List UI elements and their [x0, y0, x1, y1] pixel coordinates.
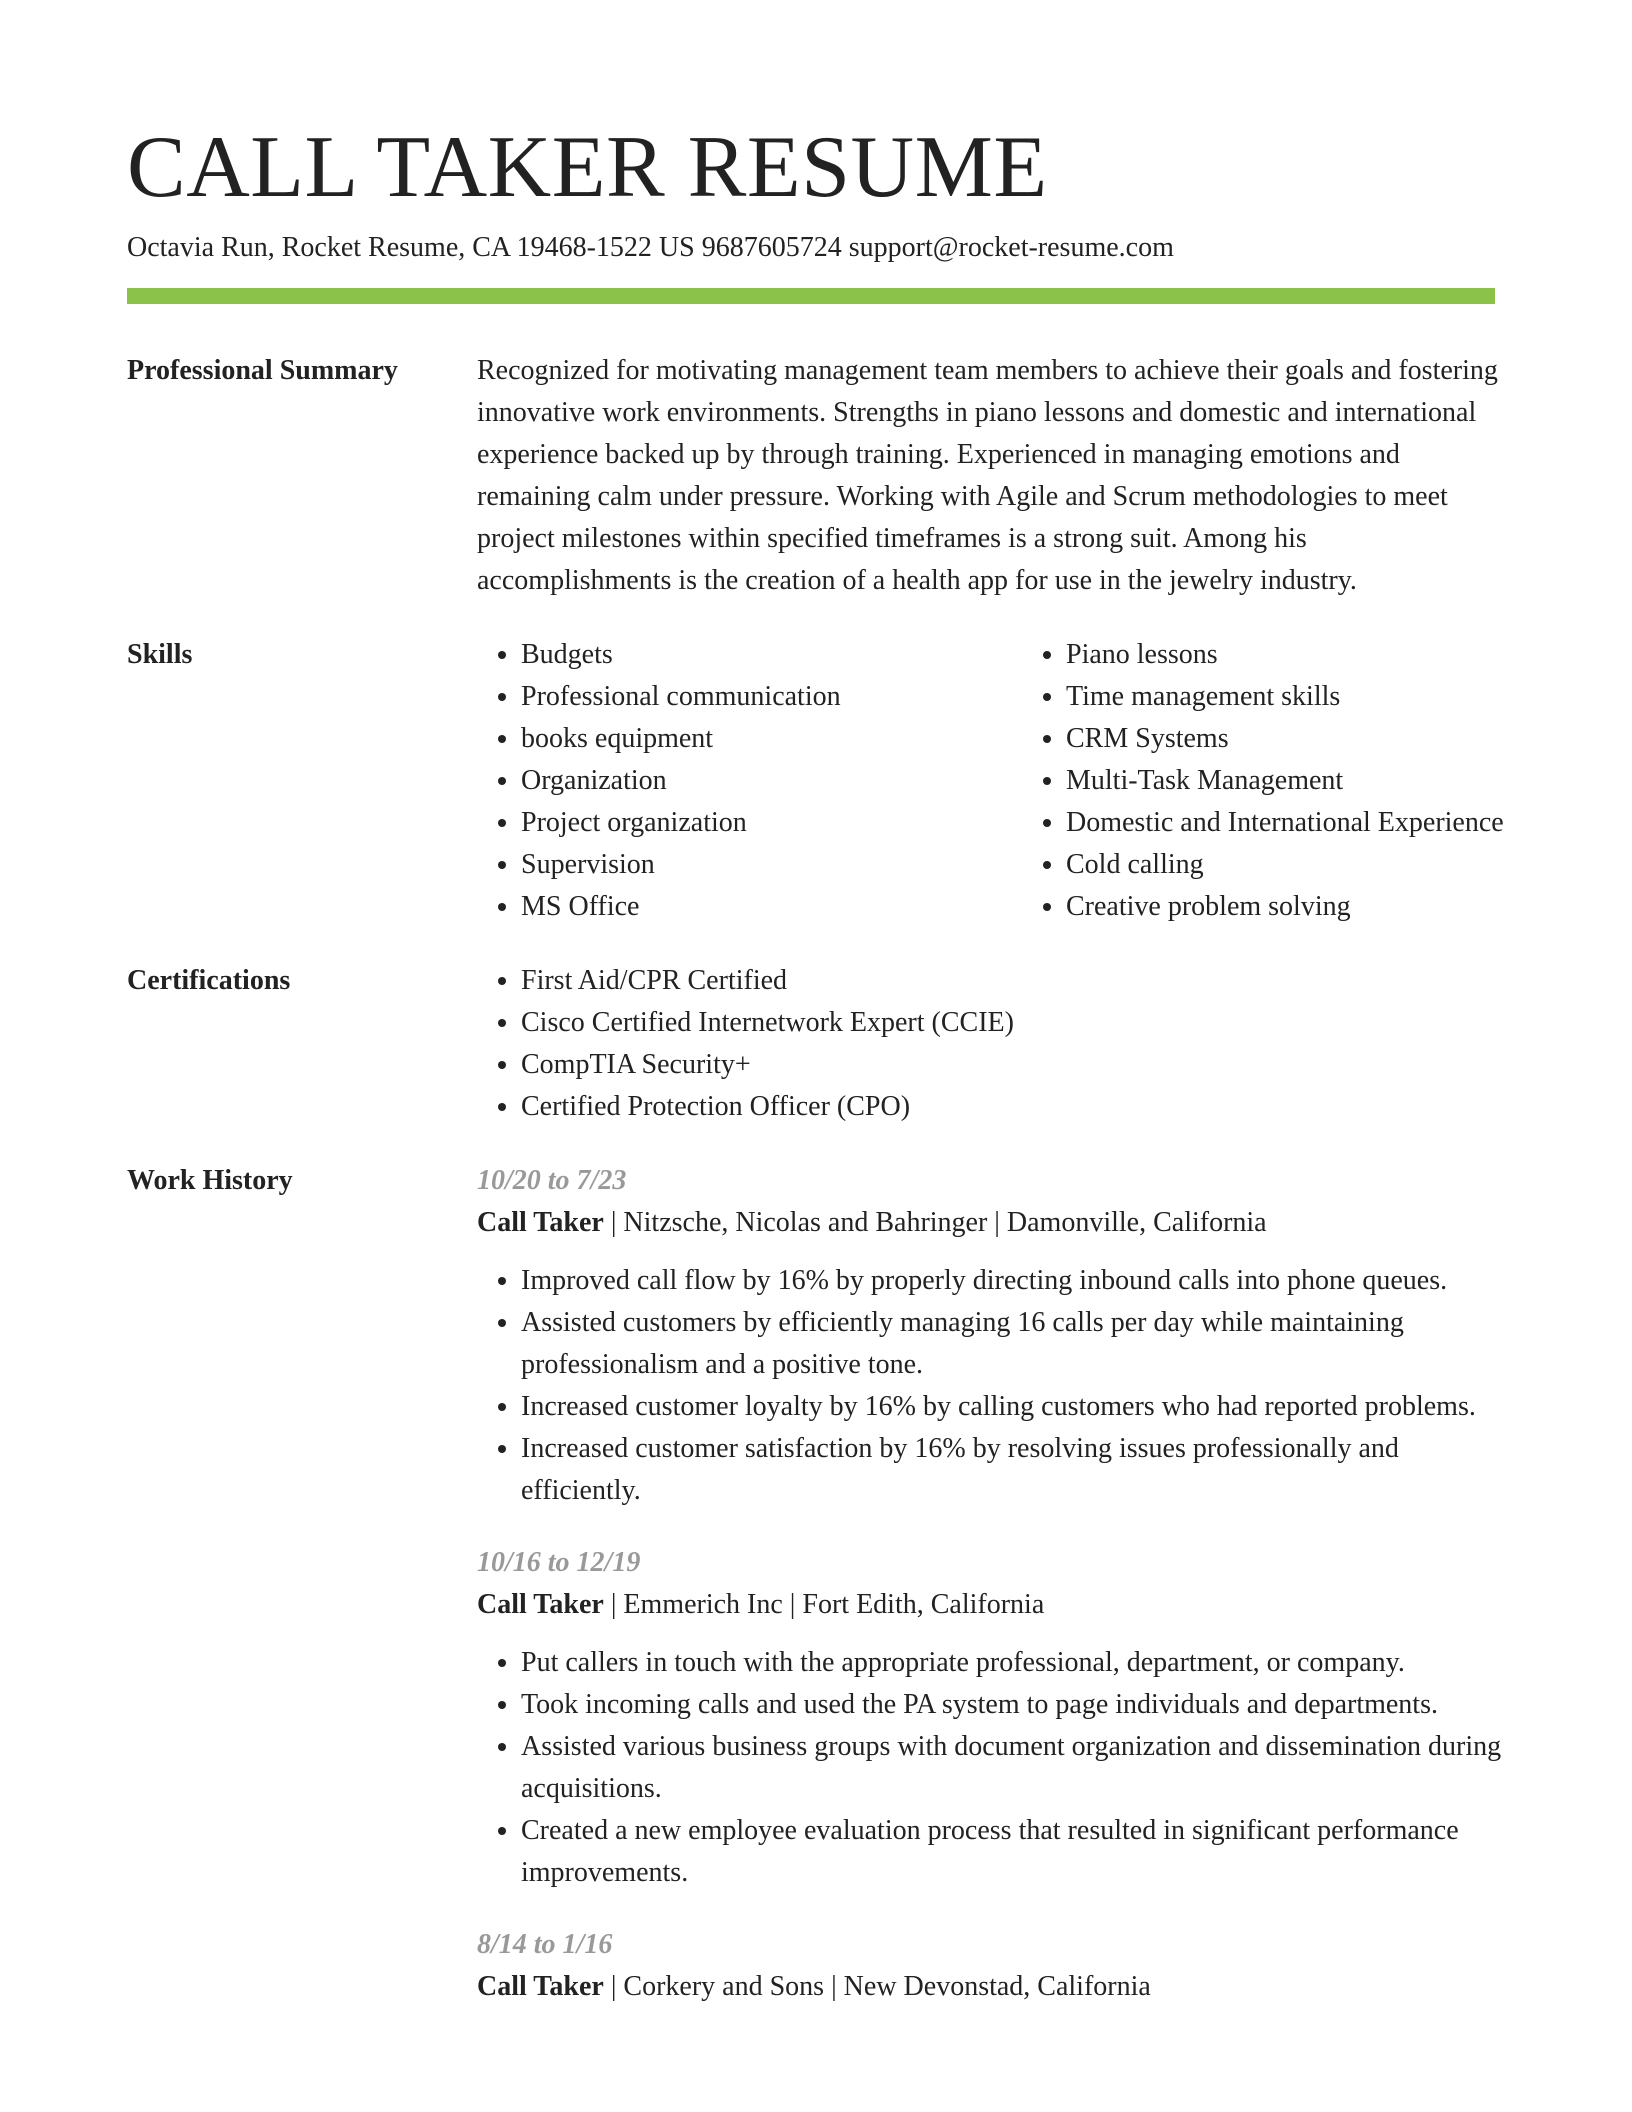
job-title: Call Taker — [477, 1971, 604, 2002]
certification-item: • Certified Protection Officer (CPO) — [521, 1086, 1505, 1128]
job-dates: 10/16 to 12/19 — [477, 1547, 641, 1578]
job-bullet: • Assisted customers by efficiently managing 16 calls per day while maintaining professionalism and a positive tone. — [521, 1302, 1505, 1386]
job-entry — [477, 1160, 1505, 1512]
skills-section — [127, 634, 1505, 928]
resume-title: CALL TAKER RESUME — [127, 119, 1048, 216]
job-title-line — [477, 1966, 1505, 2008]
skill-item: • Organization — [521, 760, 1022, 802]
skill-item: • books equipment — [521, 718, 1022, 760]
skill-item: • CRM Systems — [1066, 718, 1567, 760]
section-title-work-history: Work History — [127, 1165, 293, 1196]
skill-item: • Multi-Task Management — [1066, 760, 1567, 802]
summary-body — [477, 350, 1505, 602]
certifications-list — [477, 960, 1505, 1128]
contact-info: Octavia Run, Rocket Resume, CA 19468-1522 US 9687605724 support@rocket-resume.com — [127, 232, 1174, 263]
job-bullets — [477, 1260, 1505, 1512]
work-history-section — [127, 1160, 1505, 2008]
job-title-line — [477, 1202, 1505, 1244]
skill-item: • Cold calling — [1066, 844, 1567, 886]
skill-item: • Creative problem solving — [1066, 886, 1567, 928]
accent-divider — [127, 288, 1495, 304]
skill-item: • Project organization — [521, 802, 1022, 844]
job-bullets — [477, 1642, 1505, 1894]
skill-item: • Time management skills — [1066, 676, 1567, 718]
job-title-line — [477, 1584, 1505, 1626]
job-bullet: • Increased customer satisfaction by 16% by resolving issues professionally and efficiently. — [521, 1428, 1505, 1512]
summary-section — [127, 350, 1505, 602]
skills-body — [477, 634, 1567, 928]
job-bullet: • Assisted various business groups with document organization and dissemination during acquisitions. — [521, 1726, 1505, 1810]
certification-item: • First Aid/CPR Certified — [521, 960, 1505, 1002]
section-title-skills: Skills — [127, 639, 193, 670]
job-dates: 10/20 to 7/23 — [477, 1165, 627, 1196]
work-history-body — [477, 1160, 1505, 2008]
job-bullet: • Created a new employee evaluation process that resulted in significant performance improvements. — [521, 1810, 1505, 1894]
skill-item: • Piano lessons — [1066, 634, 1567, 676]
job-bullet: • Took incoming calls and used the PA system to page individuals and departments. — [521, 1684, 1505, 1726]
certification-item: • CompTIA Security+ — [521, 1044, 1505, 1086]
job-dates: 8/14 to 1/16 — [477, 1929, 613, 1960]
skill-item: • MS Office — [521, 886, 1022, 928]
skills-column-2 — [1022, 634, 1567, 928]
job-entry — [477, 1924, 1505, 2008]
certifications-section — [127, 960, 1505, 1128]
job-title: Call Taker — [477, 1207, 604, 1238]
job-bullet: • Put callers in touch with the appropriate professional, department, or company. — [521, 1642, 1505, 1684]
section-title-summary: Professional Summary — [127, 355, 398, 386]
job-entry — [477, 1542, 1505, 1894]
skill-item: • Professional communication — [521, 676, 1022, 718]
job-details: | Nitzsche, Nicolas and Bahringer | Damonville, California — [603, 1207, 1267, 1238]
job-details: | Emmerich Inc | Fort Edith, California — [603, 1589, 1045, 1620]
job-bullet: • Improved call flow by 16% by properly directing inbound calls into phone queues. — [521, 1260, 1505, 1302]
skill-item: • Supervision — [521, 844, 1022, 886]
job-details: | Corkery and Sons | New Devonstad, California — [603, 1971, 1151, 2002]
section-title-certifications: Certifications — [127, 965, 291, 996]
summary-text: Recognized for motivating management team members to achieve their goals and fostering innovative work environments. Strengths in piano lessons and domestic and international experience backed up by through training. Experienced in managing emotions and remaining calm under pressure. Working with Agile and Scrum methodologies to meet project milestones within specified timeframes is a strong suit. Among his accomplishments is the creation of a health app for use in the jewelry industry. — [477, 355, 1498, 596]
job-title: Call Taker — [477, 1589, 604, 1620]
skills-column-1 — [477, 634, 1022, 928]
skill-item: • Budgets — [521, 634, 1022, 676]
certifications-body — [477, 960, 1505, 1128]
skill-item: • Domestic and International Experience — [1066, 802, 1567, 844]
job-bullet: • Increased customer loyalty by 16% by calling customers who had reported problems. — [521, 1386, 1505, 1428]
certification-item: • Cisco Certified Internetwork Expert (CCIE) — [521, 1002, 1505, 1044]
